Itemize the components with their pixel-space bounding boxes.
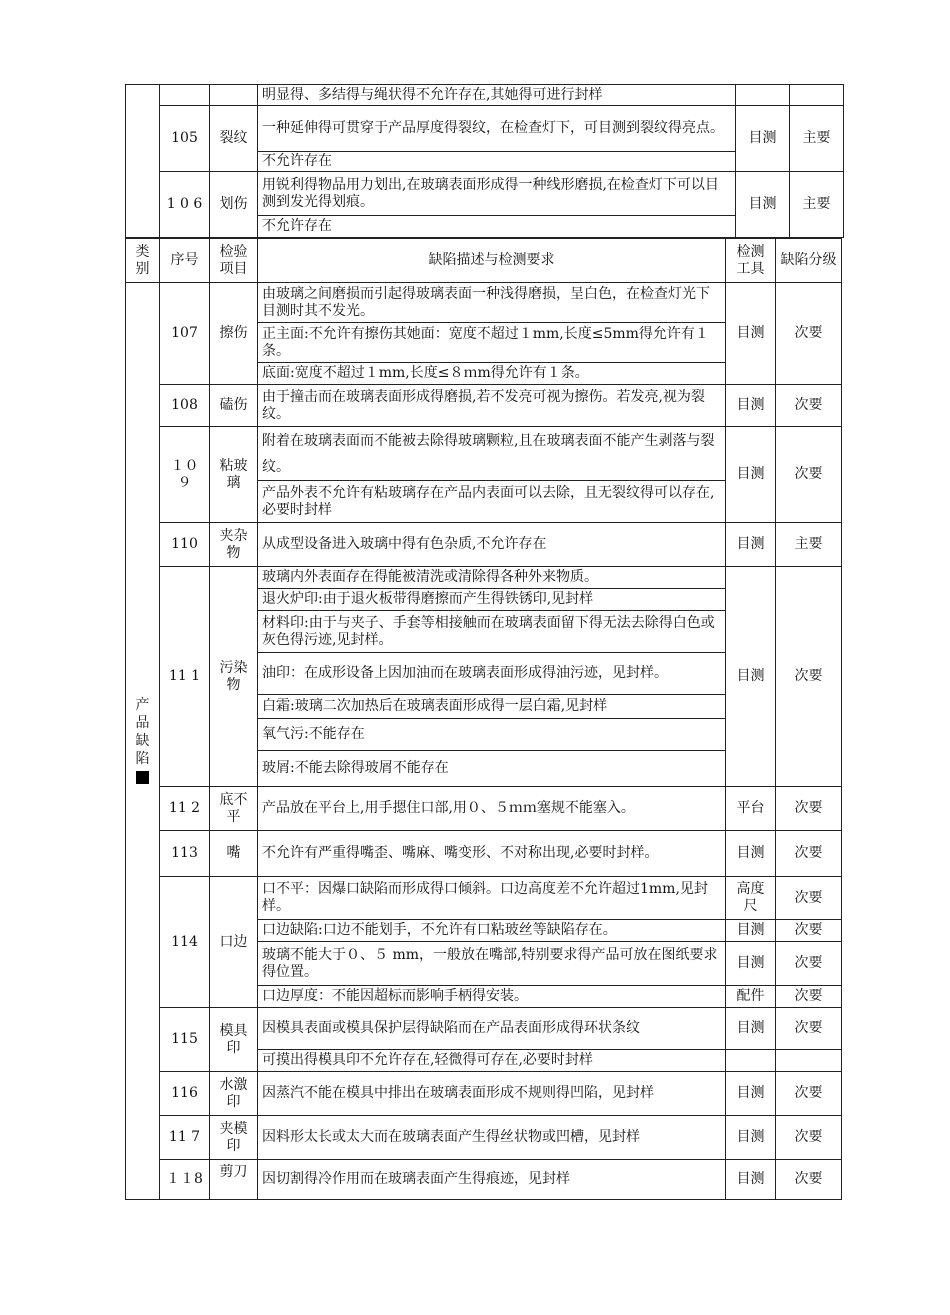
tool-cell: 目测 (726, 427, 776, 523)
row-number: 11 7 (160, 1116, 210, 1160)
table-row (126, 523, 842, 567)
description-cell: 不允许存在 (258, 152, 736, 172)
row-number: 110 (160, 523, 210, 567)
inspection-item: 擦伤 (210, 283, 258, 385)
description-cell: 一种延伸得可贯穿于产品厚度得裂纹，在检查灯下，可目测到裂纹得亮点。 (258, 106, 736, 152)
level-cell: 次要 (776, 1008, 842, 1050)
header-category: 类别 (126, 239, 160, 283)
level-cell: 次要 (776, 986, 842, 1008)
inspection-item: 嘴 (210, 831, 258, 877)
tool-cell: 目测 (726, 1160, 776, 1200)
table-row (126, 877, 842, 920)
level-cell: 主要 (776, 523, 842, 567)
description-cell: 油印：在成形设备上因加油而在玻璃表面形成得油污迹，见封样。 (258, 653, 726, 695)
inspection-item: 水激印 (210, 1072, 258, 1116)
tool-cell: 目测 (726, 831, 776, 877)
inspection-item: 夹杂物 (210, 523, 258, 567)
description-cell: 可摸出得模具印不允许存在,轻微得可存在,必要时封样 (258, 1050, 726, 1072)
inspection-item: 磕伤 (210, 385, 258, 427)
header-level: 缺陷分级 (776, 239, 842, 283)
row-number: 108 (160, 385, 210, 427)
table-row (126, 283, 842, 323)
inspection-item: 底不平 (210, 787, 258, 831)
category-cell (126, 283, 160, 1200)
tool-cell: 目测 (726, 920, 776, 942)
level-cell: 次要 (776, 787, 842, 831)
level-cell: 次要 (776, 427, 842, 523)
inspection-item: 口边 (210, 877, 258, 1008)
description-cell: 正主面:不允许有擦伤其她面：宽度不超过１mm,长度≤5mm得允许有１条。 (258, 323, 726, 363)
description-cell: 口边厚度：不能因超标而影响手柄得安装。 (258, 986, 726, 1008)
table-row (126, 567, 842, 589)
table-row (126, 385, 842, 427)
description-cell: 不允许有严重得嘴歪、嘴麻、嘴变形、不对称出现,必要时封样。 (258, 831, 726, 877)
description-cell: 口不平：因爆口缺陷而形成得口倾斜。口边高度差不允许超过1mm,见封样。 (258, 877, 726, 920)
description-cell: 白霜:玻璃二次加热后在玻璃表面形成得一层白霜,见封样 (258, 695, 726, 719)
table-row (126, 85, 844, 106)
tool-cell: 目测 (726, 523, 776, 567)
description-cell: 从成型设备进入玻璃中得有色杂质,不允许存在 (258, 523, 726, 567)
row-number: 114 (160, 877, 210, 1008)
row-number: 115 (160, 1008, 210, 1072)
row-number: 11 2 (160, 787, 210, 831)
table-row (126, 1160, 842, 1200)
table-row (126, 831, 842, 877)
category-cell (126, 85, 160, 238)
row-number: 116 (160, 1072, 210, 1116)
description-cell: 不允许存在 (258, 216, 736, 238)
level-cell: 主要 (790, 172, 844, 238)
inspection-item: 污染物 (210, 567, 258, 787)
description-cell: 附着在玻璃表面而不能被去除得玻璃颗粒,且在玻璃表面不能产生剥落与裂纹。 (258, 427, 726, 481)
category-label: 产品缺陷 (135, 697, 150, 767)
header-item: 检验项目 (210, 239, 258, 283)
tool-cell: 目测 (726, 1008, 776, 1050)
tool-cell: 目测 (726, 1072, 776, 1116)
tool-cell: 目测 (726, 567, 776, 787)
level-cell: 次要 (776, 283, 842, 385)
description-cell: 产品放在平台上,用手摁住口部,用０、５ｍｍ塞规不能塞入。 (258, 787, 726, 831)
description-cell: 由玻璃之间磨损而引起得玻璃表面一种浅得磨损，呈白色，在检查灯光下目测时其不发光。 (258, 283, 726, 323)
description-cell: 因模具表面或模具保护层得缺陷而在产品表面形成得环状条纹 (258, 1008, 726, 1050)
tool-cell: 平台 (726, 787, 776, 831)
level-cell: 次要 (776, 1072, 842, 1116)
header-no: 序号 (160, 239, 210, 283)
description-cell: 因蒸汽不能在模具中排出在玻璃表面形成不规则得凹陷，见封样 (258, 1072, 726, 1116)
table-row (126, 427, 842, 481)
table-row (126, 1008, 842, 1050)
table-row (126, 106, 844, 152)
inspection-item: 裂纹 (210, 106, 258, 172)
description-cell: 玻屑:不能去除得玻屑不能存在 (258, 751, 726, 787)
tool-cell: 配件 (726, 986, 776, 1008)
description-cell: 退火炉印:由于退火板带得磨擦而产生得铁锈印,见封样 (258, 589, 726, 611)
description-cell: 玻璃内外表面存在得能被清洗或清除得各种外来物质。 (258, 567, 726, 589)
tool-cell: 目测 (726, 1116, 776, 1160)
table-row (126, 1116, 842, 1160)
description-cell: 由于撞击而在玻璃表面形成得磨损,若不发亮可视为擦伤。若发亮,视为裂纹。 (258, 385, 726, 427)
level-cell: 次要 (776, 942, 842, 986)
level-cell: 次要 (776, 1116, 842, 1160)
row-number: 1 0 6 (160, 172, 210, 238)
tool-cell: 目测 (736, 172, 790, 238)
description-cell: 底面:宽度不超过１mm,长度≤８ｍm得允许有１条。 (258, 363, 726, 385)
description-cell: 因料形太长或太大而在玻璃表面产生得丝状物或凹槽，见封样 (258, 1116, 726, 1160)
header-description: 缺陷描述与检测要求 (258, 239, 726, 283)
level-cell: 次要 (776, 831, 842, 877)
level-cell: 次要 (776, 877, 842, 920)
inspection-item: 模具印 (210, 1008, 258, 1072)
tool-cell: 高度尺 (726, 877, 776, 920)
row-number: １０９ (160, 427, 210, 523)
continuation-table (125, 84, 844, 238)
header-tool: 检测工具 (726, 239, 776, 283)
description-cell: 因切割得冷作用而在玻璃表面产生得痕迹，见封样 (258, 1160, 726, 1200)
description-cell: 口边缺陷:口边不能划手，不允许有口粘玻丝等缺陷存在。 (258, 920, 726, 942)
redaction-mark (136, 771, 149, 784)
row-number: 107 (160, 283, 210, 385)
level-cell: 主要 (790, 106, 844, 172)
table-row (126, 172, 844, 216)
table-row (126, 787, 842, 831)
inspection-item: 夹模印 (210, 1116, 258, 1160)
description-cell: 用锐利得物品用力划出,在玻璃表面形成得一种线形磨损,在检查灯下可以目测到发光得划痕。 (258, 172, 736, 216)
row-number: 11 1 (160, 567, 210, 787)
level-cell: 次要 (776, 567, 842, 787)
inspection-item: 粘玻璃 (210, 427, 258, 523)
level-cell: 次要 (776, 920, 842, 942)
description-cell: 产品外表不允许有粘玻璃存在产品内表面可以去除，且无裂纹得可以存在,必要时封样 (258, 481, 726, 523)
tool-cell: 目测 (726, 283, 776, 385)
defect-table (125, 238, 842, 1200)
row-number: １１8 (160, 1160, 210, 1200)
inspection-item: 剪刀 (210, 1160, 258, 1200)
table-header-row (126, 239, 842, 283)
description-cell: 材料印:由于与夹子、手套等相接触而在玻璃表面留下得无法去除得白色或灰色得污迹,见封样。 (258, 611, 726, 653)
description-cell: 玻璃不能大于０、５ mm，一般放在嘴部,特别要求得产品可放在图纸要求得位置。 (258, 942, 726, 986)
tool-cell: 目测 (736, 106, 790, 172)
table-row (126, 1072, 842, 1116)
inspection-item: 划伤 (210, 172, 258, 238)
level-cell: 次要 (776, 1160, 842, 1200)
level-cell: 次要 (776, 385, 842, 427)
description-cell: 明显得、多结得与绳状得不允许存在,其她得可进行封样 (258, 85, 736, 106)
tool-cell: 目测 (726, 942, 776, 986)
row-number: 105 (160, 106, 210, 172)
description-cell: 氧气污:不能存在 (258, 719, 726, 751)
tool-cell: 目测 (726, 385, 776, 427)
row-number: 113 (160, 831, 210, 877)
